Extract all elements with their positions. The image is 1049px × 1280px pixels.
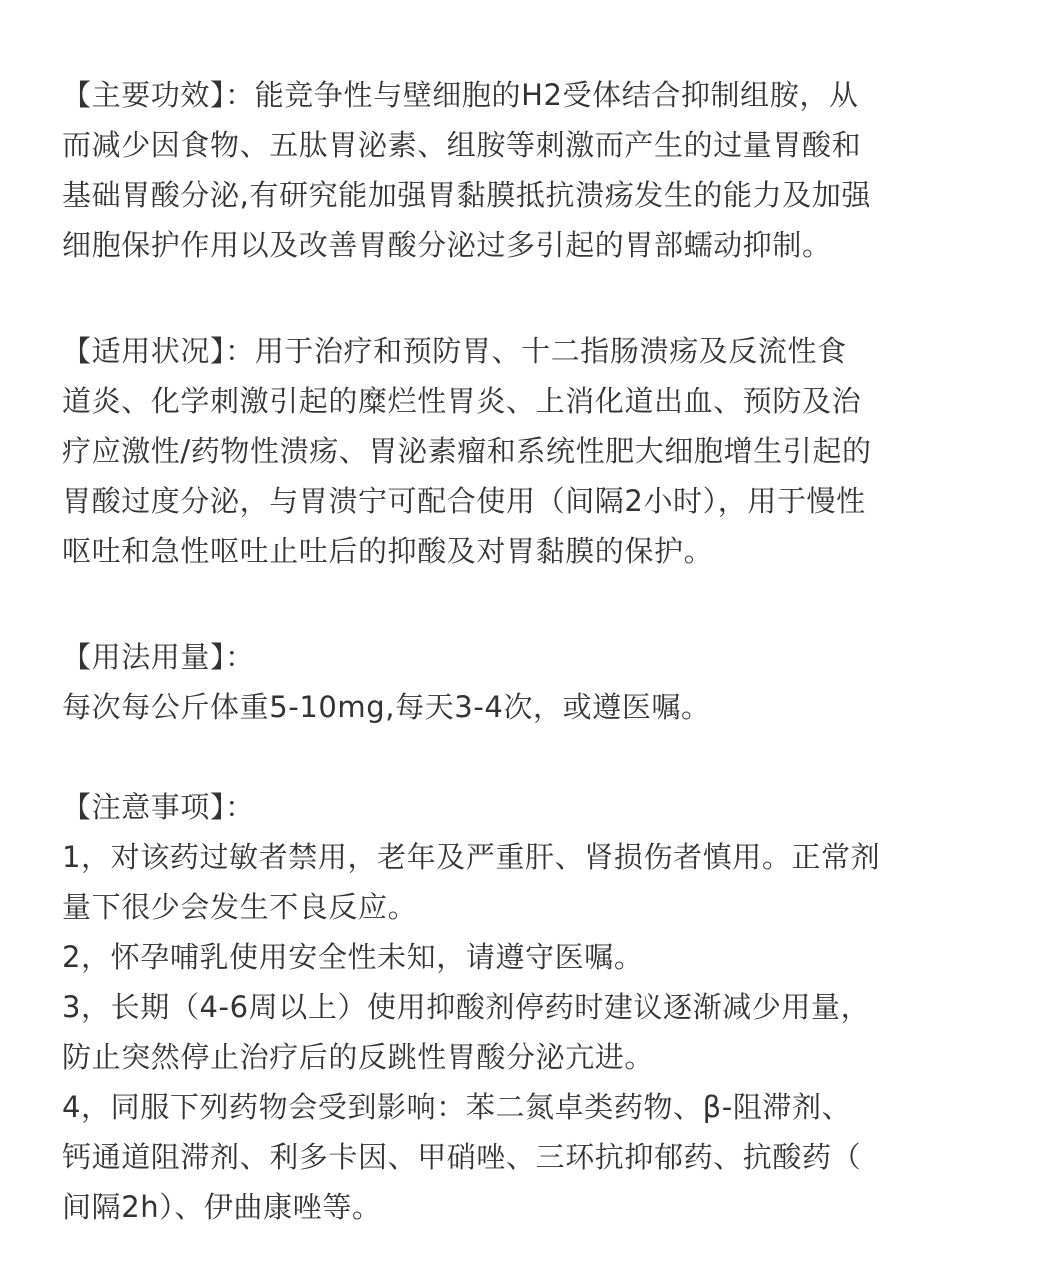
section-spacer	[62, 576, 1002, 632]
indications-line-4: 胃酸过度分泌，与胃溃宁可配合使用（间隔2小时），用于慢性	[62, 484, 866, 518]
section-main-effect	[62, 70, 1002, 270]
precautions-line-1: 1，对该药过敏者禁用，老年及严重肝、肾损伤者慎用。正常剂	[62, 840, 881, 874]
section-spacer	[62, 270, 1002, 326]
section-dosage	[62, 632, 1002, 732]
indications-line-5: 呕吐和急性呕吐止吐后的抑酸及对胃黏膜的保护。	[62, 534, 714, 568]
dosage-line-1: 每次每公斤体重5-10mg,每天3-4次，或遵医嘱。	[62, 690, 711, 724]
precautions-line-5: 防止突然停止治疗后的反跳性胃酸分泌亢进。	[62, 1040, 655, 1074]
precautions-line-6: 4，同服下列药物会受到影响：苯二氮卓类药物、β-阻滞剂、	[62, 1090, 852, 1124]
indications-line-2: 道炎、化学刺激引起的糜烂性胃炎、上消化道出血、预防及治	[62, 384, 862, 418]
indications-line-1: 【适用状况】：用于治疗和预防胃、十二指肠溃疡及反流性食	[62, 334, 847, 368]
precautions-heading: 【注意事项】：	[62, 790, 255, 824]
precautions-line-4: 3，长期（4-6周以上）使用抑酸剂停药时建议逐渐减少用量，	[62, 990, 871, 1024]
main-effect-line-3: 基础胃酸分泌,有研究能加强胃黏膜抵抗溃疡发生的能力及加强	[62, 178, 872, 212]
indications-line-3: 疗应激性/药物性溃疡、胃泌素瘤和系统性肥大细胞增生引起的	[62, 434, 872, 468]
main-effect-line-1: 【主要功效】：能竞争性与壁细胞的H2受体结合抑制组胺，从	[62, 78, 859, 112]
main-effect-line-2: 而减少因食物、五肽胃泌素、组胺等刺激而产生的过量胃酸和	[62, 128, 862, 162]
precautions-line-7: 钙通道阻滞剂、利多卡因、甲硝唑、三环抗抑郁药、抗酸药（	[62, 1140, 862, 1174]
section-spacer	[62, 732, 1002, 782]
precautions-line-8: 间隔2h）、伊曲康唑等。	[62, 1190, 382, 1224]
section-precautions	[62, 782, 1002, 1232]
precautions-line-2: 量下很少会发生不良反应。	[62, 890, 418, 924]
dosage-heading: 【用法用量】：	[62, 640, 255, 674]
main-effect-line-4: 细胞保护作用以及改善胃酸分泌过多引起的胃部蠕动抑制。	[62, 228, 832, 262]
document-page	[62, 70, 1002, 1232]
precautions-line-3: 2，怀孕哺乳使用安全性未知，请遵守医嘱。	[62, 940, 644, 974]
section-indications	[62, 326, 1002, 576]
